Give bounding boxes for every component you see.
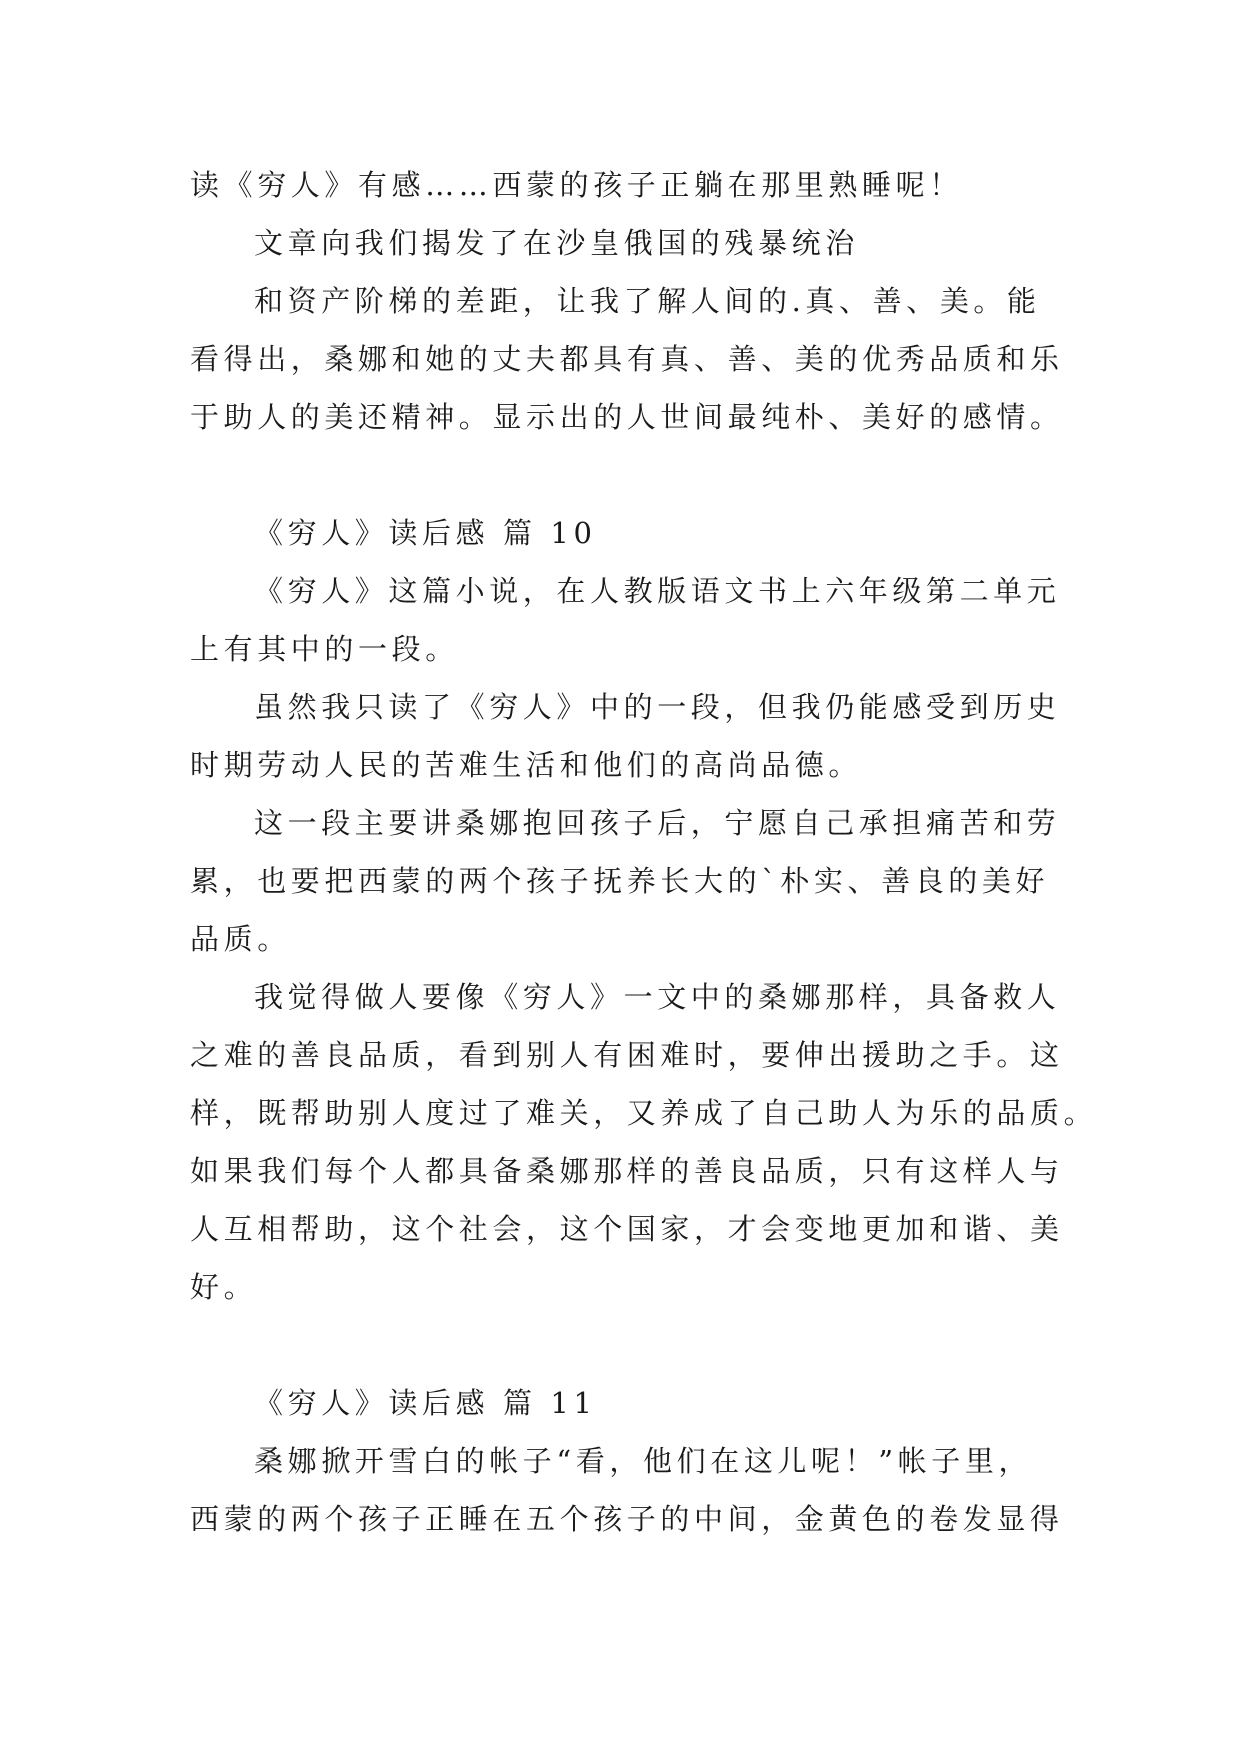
paragraph-line: 西蒙的两个孩子正睡在五个孩子的中间，金黄色的卷发显得: [190, 1502, 1064, 1536]
section-heading-10: 《穷人》读后感 篇 10: [254, 516, 597, 550]
paragraph-line: 和资产阶梯的差距，让我了解人间的.真、善、美。能: [254, 284, 1041, 318]
paragraph-line: 人互相帮助，这个社会，这个国家，才会变地更加和谐、美: [190, 1212, 1064, 1246]
paragraph-line: 看得出，桑娜和她的丈夫都具有真、善、美的优秀品质和乐: [190, 342, 1064, 376]
paragraph-line: 《穷人》这篇小说，在人教版语文书上六年级第二单元: [254, 574, 1061, 608]
paragraph-line: 累，也要把西蒙的两个孩子抚养长大的`朴实、善良的美好: [190, 864, 1050, 898]
paragraph-line: 文章向我们揭发了在沙皇俄国的残暴统治: [254, 226, 859, 260]
section-heading-11: 《穷人》读后感 篇 11: [254, 1386, 597, 1420]
paragraph-line: 之难的善良品质，看到别人有困难时，要伸出援助之手。这: [190, 1038, 1064, 1072]
paragraph-line: 桑娜掀开雪白的帐子“看，他们在这儿呢！”帐子里，: [254, 1444, 1033, 1478]
paragraph-line: 读《穷人》有感……西蒙的孩子正躺在那里熟睡呢！: [190, 168, 963, 202]
paragraph-line: 虽然我只读了《穷人》中的一段，但我仍能感受到历史: [254, 690, 1061, 724]
paragraph-line: 于助人的美还精神。显示出的人世间最纯朴、美好的感情。: [190, 400, 1064, 434]
paragraph-line: 品质。: [190, 922, 291, 956]
paragraph-line: 时期劳动人民的苦难生活和他们的高尚品德。: [190, 748, 863, 782]
paragraph-line: 我觉得做人要像《穷人》一文中的桑娜那样，具备救人: [254, 980, 1061, 1014]
paragraph-line: 样，既帮助别人度过了难关，又养成了自己助人为乐的品质。: [190, 1096, 1098, 1130]
paragraph-line: 好。: [190, 1270, 258, 1304]
paragraph-line: 如果我们每个人都具备桑娜那样的善良品质，只有这样人与: [190, 1154, 1064, 1188]
paragraph-line: 上有其中的一段。: [190, 632, 459, 666]
paragraph-line: 这一段主要讲桑娜抱回孩子后，宁愿自己承担痛苦和劳: [254, 806, 1061, 840]
